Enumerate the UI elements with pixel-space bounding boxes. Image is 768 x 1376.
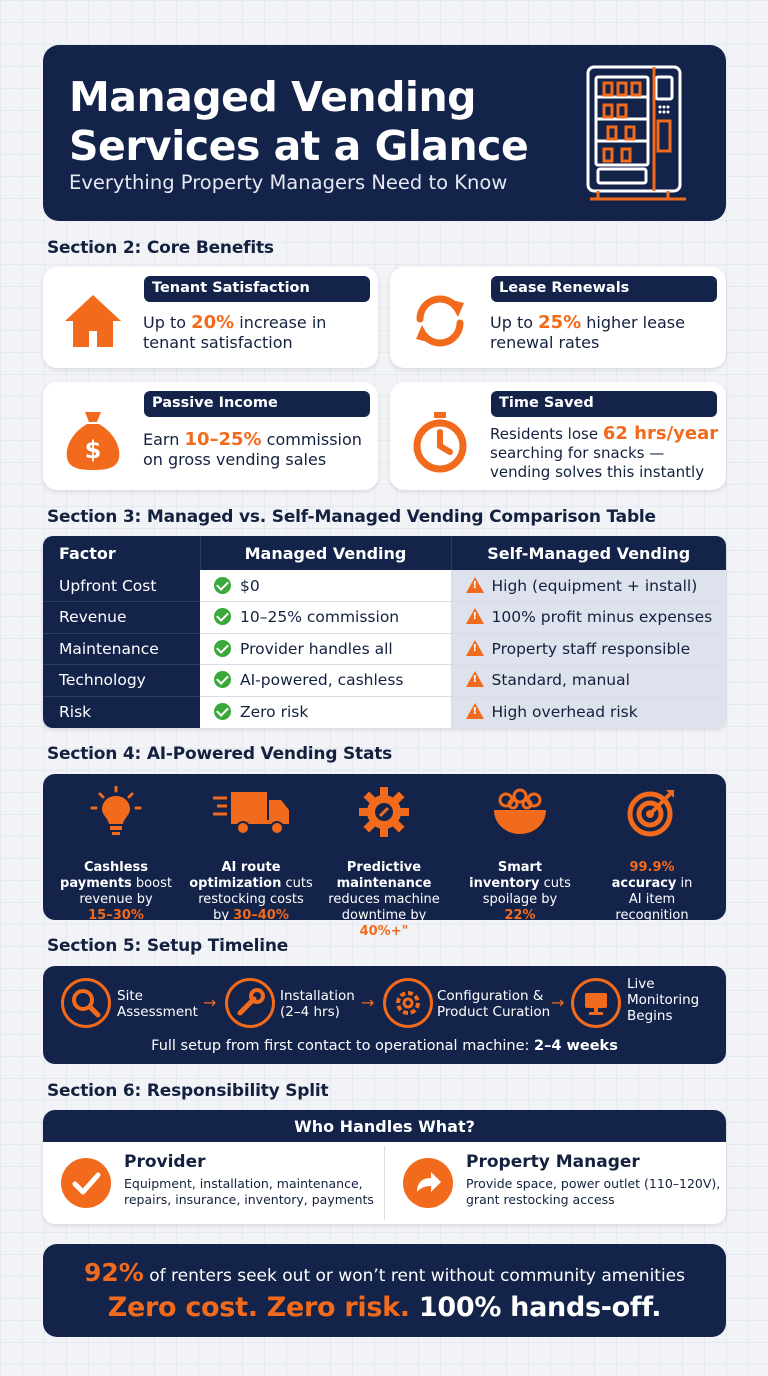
table-cell-factor: Technology	[43, 665, 200, 697]
check-icon	[214, 608, 231, 625]
page-subtitle: Everything Property Managers Need to Know	[69, 171, 508, 194]
share-arrow-icon	[403, 1158, 453, 1208]
provider-name: Provider	[124, 1152, 206, 1172]
check-icon	[214, 577, 231, 594]
manager-name: Property Manager	[466, 1152, 640, 1172]
table-cell-factor: Upfront Cost	[43, 570, 200, 602]
table-cell-self: ! 100% profit minus expenses	[451, 602, 726, 634]
gear-icon	[358, 786, 410, 838]
warning-icon	[466, 671, 484, 687]
truck-icon	[211, 786, 291, 838]
table-row	[43, 665, 726, 697]
section-6-title: Section 6: Responsibility Split	[47, 1081, 329, 1101]
table-cell-factor: Revenue	[43, 602, 200, 634]
wrench-icon	[225, 978, 275, 1028]
comparison-table	[43, 536, 726, 728]
warning-icon	[466, 703, 484, 719]
arrow-icon: →	[551, 993, 565, 1012]
table-cell-factor: Risk	[43, 696, 200, 728]
manager-duties: Provide space, power outlet (110–120V), grant restocking access	[466, 1176, 721, 1207]
arrow-icon: →	[361, 993, 375, 1012]
page-title: Managed Vending Services at a Glance	[69, 73, 529, 170]
table-cell-self: ! High overhead risk	[451, 696, 726, 728]
warning-icon	[466, 608, 484, 624]
footer-stat: 92% of renters seek out or won’t rent without community amenities	[83, 1258, 685, 1287]
house-icon	[61, 289, 125, 353]
section-5-title: Section 5: Setup Timeline	[47, 936, 289, 956]
benefit-title: Passive Income	[144, 391, 370, 417]
table-header-self: Self-Managed Vending	[451, 536, 726, 570]
header-banner	[43, 45, 726, 221]
table-cell-managed: $0	[200, 570, 451, 602]
checkmark-icon	[61, 1158, 111, 1208]
table-cell-managed: Provider handles all	[200, 633, 451, 665]
table-cell-managed: AI-powered, cashless	[200, 665, 451, 697]
section-4-title: Section 4: AI-Powered Vending Stats	[47, 744, 393, 764]
benefit-title: Lease Renewals	[491, 276, 717, 302]
responsibility-title: Who Handles What?	[43, 1110, 726, 1142]
benefit-card-time	[390, 382, 726, 490]
setup-timeline: Site Assessment → Installation (2–4 hrs) → Configuration & Product Curation → Live Monitoring Begins Full setup from first contact to operational machine: 2–4 weeks	[43, 966, 726, 1064]
stat-route: AI route optimization cuts restocking costs by 30–40%	[188, 786, 314, 924]
stat-predictive: Predictive maintenance reduces machine downtime by 40%+"	[321, 786, 447, 940]
target-icon	[626, 786, 678, 838]
benefit-text: Up to 20% increase in tenant satisfaction	[143, 312, 327, 352]
stat-accuracy: 99.9% accuracy in AI item recognition	[589, 786, 715, 924]
stat-inventory: Smart inventory cuts spoilage by 22%	[457, 786, 583, 924]
benefit-card-passive	[43, 382, 378, 490]
table-cell-managed: Zero risk	[200, 696, 451, 728]
table-row	[43, 633, 726, 665]
ai-stats-panel	[43, 774, 726, 939]
stopwatch-icon	[408, 410, 472, 474]
benefit-card-tenant	[43, 267, 378, 368]
table-cell-factor: Maintenance	[43, 633, 200, 665]
footer-banner	[43, 1244, 726, 1337]
search-icon	[61, 978, 111, 1028]
table-row	[43, 696, 726, 728]
provider-duties: Equipment, installation, maintenance, repairs, insurance, inventory, payments	[124, 1176, 374, 1207]
section-3-title: Section 3: Managed vs. Self-Managed Vending Comparison Table	[47, 507, 656, 527]
benefit-title: Tenant Satisfaction	[144, 276, 370, 302]
check-icon	[214, 703, 231, 720]
warning-icon	[466, 577, 484, 593]
table-cell-self: ! Standard, manual	[451, 665, 726, 697]
benefit-title: Time Saved	[491, 391, 717, 417]
table-cell-managed: 10–25% commission	[200, 602, 451, 634]
provider-block	[43, 1142, 384, 1224]
footer-tagline: Zero cost. Zero risk. 100% hands-off.	[107, 1292, 662, 1323]
table-cell-self: ! High (equipment + install)	[451, 570, 726, 602]
vending-machine-icon	[578, 61, 698, 205]
svg-text:$: $	[84, 436, 102, 464]
refresh-icon	[408, 289, 472, 353]
table-cell-self: ! Property staff responsible	[451, 633, 726, 665]
check-icon	[214, 640, 231, 657]
benefit-card-lease	[390, 267, 726, 368]
table-header-managed: Managed Vending	[200, 536, 451, 570]
responsibility-panel	[43, 1110, 726, 1224]
warning-icon	[466, 640, 484, 656]
manager-block	[385, 1142, 726, 1224]
stat-cashless: Cashless payments boost revenue by 15–30%	[53, 786, 179, 924]
bowl-icon	[490, 786, 550, 838]
monitor-icon	[571, 978, 621, 1028]
benefit-text: Residents lose 62 hrs/year searching for snacks — vending solves this instantly	[490, 423, 719, 481]
check-icon	[214, 671, 231, 688]
benefit-text: Earn 10–25% commission on gross vending sales	[143, 429, 362, 469]
money-bag-icon	[61, 408, 125, 472]
timeline-footer: Full setup from first contact to operational machine: 2–4 weeks	[151, 1038, 618, 1054]
arrow-icon: →	[203, 993, 217, 1012]
lightbulb-icon	[90, 786, 142, 838]
benefit-text: Up to 25% higher lease renewal rates	[490, 312, 685, 352]
table-header-factor: Factor	[43, 536, 200, 570]
settings-icon	[383, 978, 433, 1028]
section-2-title: Section 2: Core Benefits	[47, 238, 274, 258]
table-row	[43, 570, 726, 602]
table-row	[43, 602, 726, 634]
